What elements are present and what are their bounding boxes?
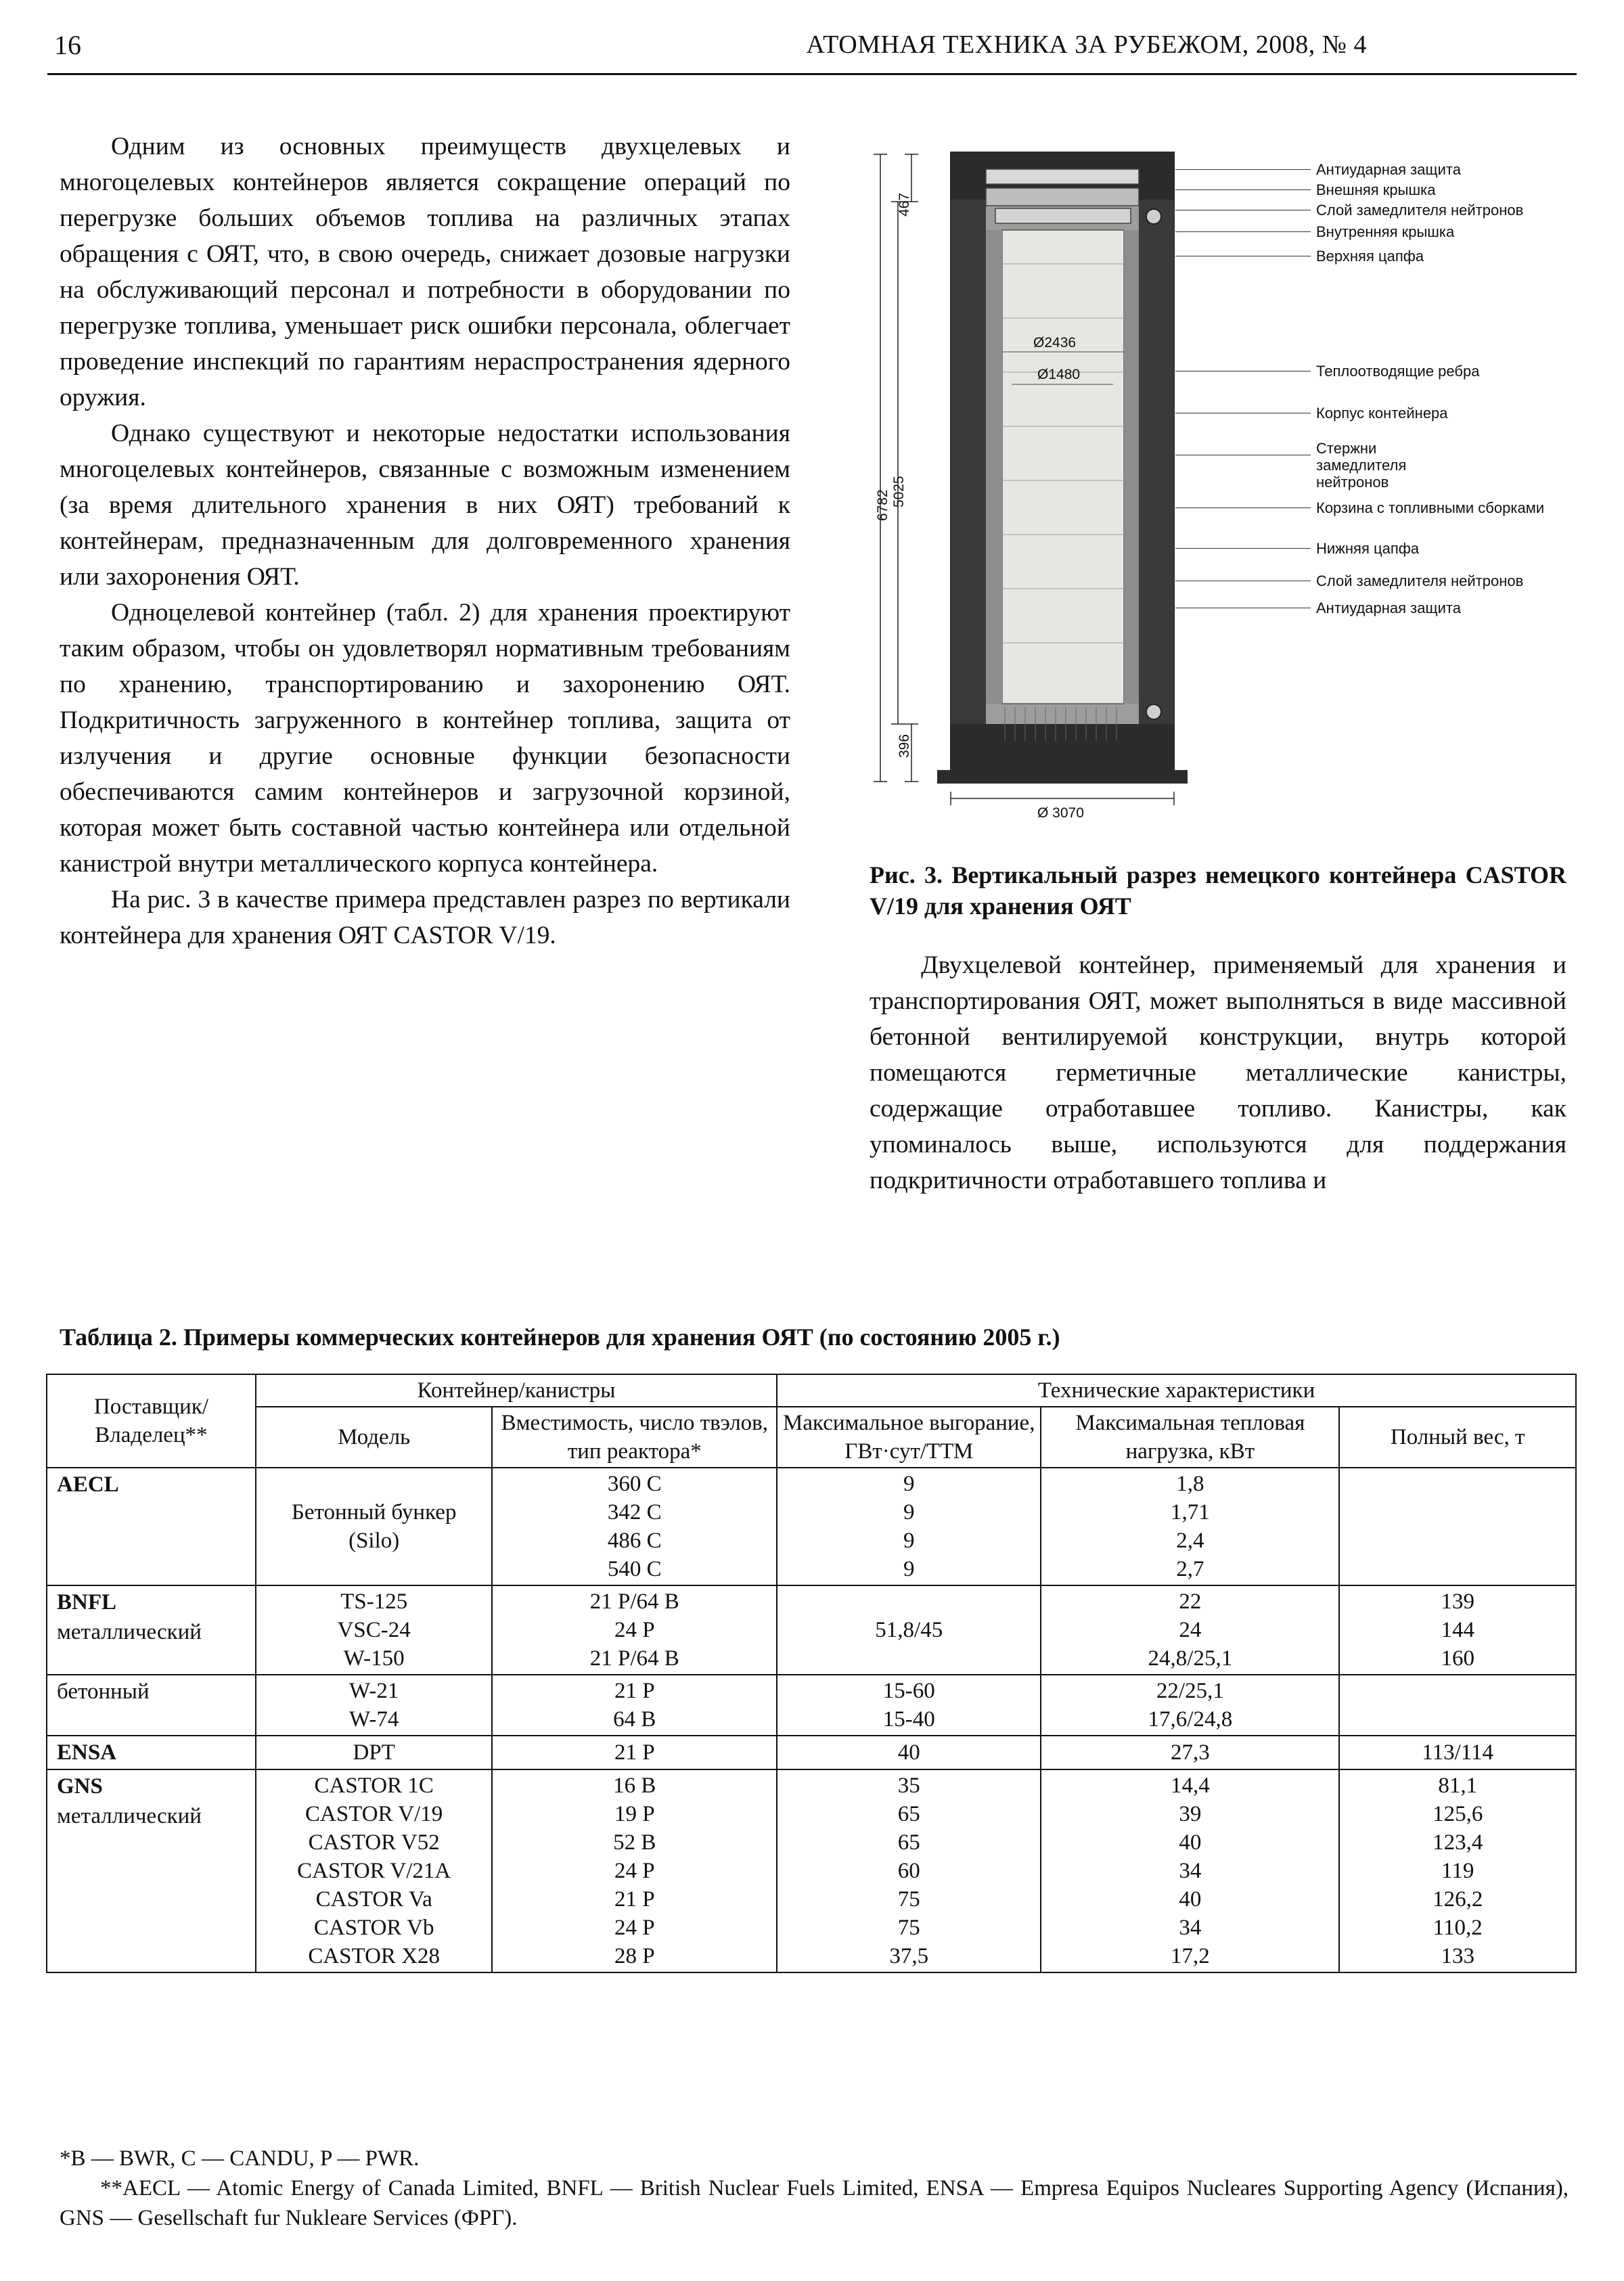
figure-caption: Рис. 3. Вертикальный разрез немецкого контейнера CASTOR V/19 для хранения ОЯТ (870, 861, 1566, 920)
container-cross-section-drawing (870, 129, 1289, 819)
page-header (54, 26, 1570, 64)
supplier-subtype: бетонный (57, 1679, 150, 1704)
cell-weight: 81,1 125,6 123,4 119 126,2 110,2 133 (1339, 1769, 1576, 1972)
dim-outer-diameter: Ø2436 (1033, 335, 1077, 351)
cell-capacity: 16 B 19 P 52 B 24 P 21 P 24 P 28 P (492, 1769, 777, 1972)
cell-supplier (47, 1675, 256, 1736)
dim-467: 467 (897, 192, 912, 217)
cell-model: Бетонный бункер (Silo) (256, 1468, 493, 1585)
cell-weight (1339, 1468, 1576, 1585)
right-column (870, 129, 1566, 859)
footnote-2: **AECL — Atomic Energy of Canada Limited, BNFL — British Nuclear Fuels Limited, ENSA — Empresa Equipos Nucleares Supporting Agency (Испания), GNS — Gesellschaft fur Nukleare Services (ФРГ). (60, 2176, 1569, 2230)
label-lower-trunnion: Нижняя цапфа (1316, 540, 1420, 557)
dim-inner-diameter: Ø1480 (1037, 367, 1081, 382)
col-capacity-header: Вместимость, число твэлов, тип реактора* (492, 1407, 777, 1468)
cell-heat: 22 24 24,8/25,1 (1041, 1585, 1339, 1675)
paragraph-4: На рис. 3 в качестве примера представлен разрез по вертикали контейнера для хранения ОЯТ CASTOR V/19. (60, 886, 790, 949)
paragraph-1: Одним из основных преимуществ двухцелевых и многоцелевых контейнеров является сокращение операций по перегрузке больших объемов топлива на различных этапах обращения с ОЯТ, что, в свою очередь, снижает дозовые нагрузки на обслуживающий персонал и потребности в оборудовании по перегрузке топлива, уменьшает риск ошибки персонала, облегчает проведение инспекций по гарантиям нераспространения ядерного оружия. (60, 133, 790, 411)
label-anti-impact-top: Антиударная защита (1316, 161, 1461, 178)
left-text-column (60, 129, 790, 953)
right-paragraph-1: Двухцелевой контейнер, применяемый для хранения и транспортирования ОЯТ, может выполняться в виде массивной бетонной вентилируемой конструкции, внутрь которой помещаются герметичные металлические канистры, содержащие отработавшее топливо. Канистры, как упоминалось выше, используются для поддержания подкритичности отработавшего топлива и (870, 951, 1566, 1194)
cell-model: TS-125 VSC-24 W-150 (256, 1585, 493, 1675)
cell-capacity: 21 P (492, 1736, 777, 1769)
cell-supplier (47, 1769, 256, 1972)
group-technical-characteristics: Технические характеристики (777, 1374, 1576, 1407)
table-row (47, 1769, 1576, 1972)
cell-weight: 113/114 (1339, 1736, 1576, 1769)
col-supplier-header (47, 1374, 256, 1468)
footnotes (60, 2144, 1569, 2233)
figure-castor-v19 (870, 129, 1566, 859)
label-moderator-rods: Стержни замедлителя нейтронов (1316, 440, 1407, 491)
leader-line (1175, 507, 1311, 508)
cell-capacity: 360 C 342 C 486 C 540 C (492, 1468, 777, 1585)
leader-line (1175, 231, 1311, 232)
dim-396: 396 (897, 733, 912, 758)
supplier-subtype: металлический (57, 1620, 202, 1644)
cell-heat: 22/25,1 17,6/24,8 (1041, 1675, 1339, 1736)
supplier-name: GNS (57, 1774, 103, 1799)
label-neutron-moderator-layer-bottom: Слой замедлителя нейтронов (1316, 572, 1524, 589)
cell-burnup: 35 65 65 60 75 75 37,5 (777, 1769, 1041, 1972)
cell-heat: 1,8 1,71 2,4 2,7 (1041, 1468, 1339, 1585)
cell-heat: 14,4 39 40 34 40 34 17,2 (1041, 1769, 1339, 1972)
dim-base-diameter: Ø 3070 (1037, 805, 1084, 821)
cell-burnup: 15-60 15-40 (777, 1675, 1041, 1736)
cell-model: CASTOR 1C CASTOR V/19 CASTOR V52 CASTOR V/21A CASTOR Va CASTOR Vb CASTOR X28 (256, 1769, 493, 1972)
col-heat-header: Максимальная тепловая нагрузка, кВт (1041, 1407, 1339, 1468)
dim-6782: 6782 (875, 489, 890, 521)
cell-heat: 27,3 (1041, 1736, 1339, 1769)
dim-5025: 5025 (891, 476, 907, 507)
leader-line (1175, 169, 1311, 170)
cell-weight (1339, 1675, 1576, 1736)
cell-supplier (47, 1736, 256, 1769)
table-row (47, 1736, 1576, 1769)
containers-table (46, 1374, 1577, 1973)
journal-title: АТОМНАЯ ТЕХНИКА ЗА РУБЕЖОМ, 2008, № 4 (806, 30, 1367, 59)
supplier-subtype: металлический (57, 1804, 202, 1828)
cell-weight: 139 144 160 (1339, 1585, 1576, 1675)
group-container-canisters: Контейнер/канистры (256, 1374, 777, 1407)
table-header-row-1 (47, 1374, 1576, 1407)
label-cooling-fins: Теплоотводящие ребра (1316, 363, 1480, 380)
cell-burnup: 51,8/45 (777, 1585, 1041, 1675)
table-row (47, 1675, 1576, 1736)
paragraph-3: Одноцелевой контейнер (табл. 2) для хранения проектируют таким образом, чтобы он удовлетворял нормативным требованиям по хранению, транспортированию и захоронению ОЯТ. Подкритичность загруженного в контейнер топлива, защита от излучения и другие основные функции безопасности обеспечиваются самим контейнеров и загрузочной корзиной, которая может быть составной частью контейнера или отдельной канистрой внутри металлического корпуса контейнера. (60, 599, 790, 878)
label-neutron-moderator-layer-top: Слой замедлителя нейтронов (1316, 202, 1524, 219)
supplier-name: BNFL (57, 1590, 117, 1614)
table-row (47, 1468, 1576, 1585)
cell-capacity: 21 P/64 B 24 P 21 P/64 B (492, 1585, 777, 1675)
col-supplier-label: Поставщик/ Владелец** (93, 1395, 209, 1447)
col-model-header: Модель (256, 1407, 493, 1468)
page-number: 16 (54, 29, 81, 60)
table-header-row-2 (47, 1407, 1576, 1468)
label-upper-trunnion: Верхняя цапфа (1316, 248, 1424, 265)
leader-line (1175, 189, 1311, 190)
label-container-body: Корпус контейнера (1316, 405, 1448, 422)
cell-model: W-21 W-74 (256, 1675, 493, 1736)
table-row (47, 1585, 1576, 1675)
cell-supplier (47, 1468, 256, 1585)
cell-burnup: 40 (777, 1736, 1041, 1769)
col-weight-header: Полный вес, т (1339, 1407, 1576, 1468)
label-inner-lid: Внутренняя крышка (1316, 223, 1455, 240)
cell-supplier (47, 1585, 256, 1675)
label-outer-lid: Внешняя крышка (1316, 181, 1436, 198)
supplier-name: ENSA (57, 1740, 117, 1765)
cell-capacity: 21 P 64 B (492, 1675, 777, 1736)
header-divider (47, 73, 1577, 75)
footnote-1: *B — BWR, C — CANDU, P — PWR. (60, 2146, 420, 2171)
right-text-column (870, 947, 1566, 1198)
leader-line (1175, 548, 1311, 549)
table-title: Таблица 2. Примеры коммерческих контейнеров для хранения ОЯТ (по состоянию 2005 г.) (60, 1324, 1060, 1351)
label-fuel-basket: Корзина с топливными сборками (1316, 499, 1545, 516)
paragraph-2: Однако существуют и некоторые недостатки использования многоцелевых контейнеров, связанные с возможным изменением (за время длительного хранения в них ОЯТ) требований к контейнерам, предназначенным для долговременного хранения или захоронения ОЯТ. (60, 420, 790, 591)
col-burnup-header: Максимальное выгорание, ГВт·сут/ТТМ (777, 1407, 1041, 1468)
label-anti-impact-bottom: Антиударная защита (1316, 600, 1461, 616)
supplier-name: AECL (57, 1472, 119, 1497)
cell-model: DPT (256, 1736, 493, 1769)
cell-burnup: 9 9 9 9 (777, 1468, 1041, 1585)
